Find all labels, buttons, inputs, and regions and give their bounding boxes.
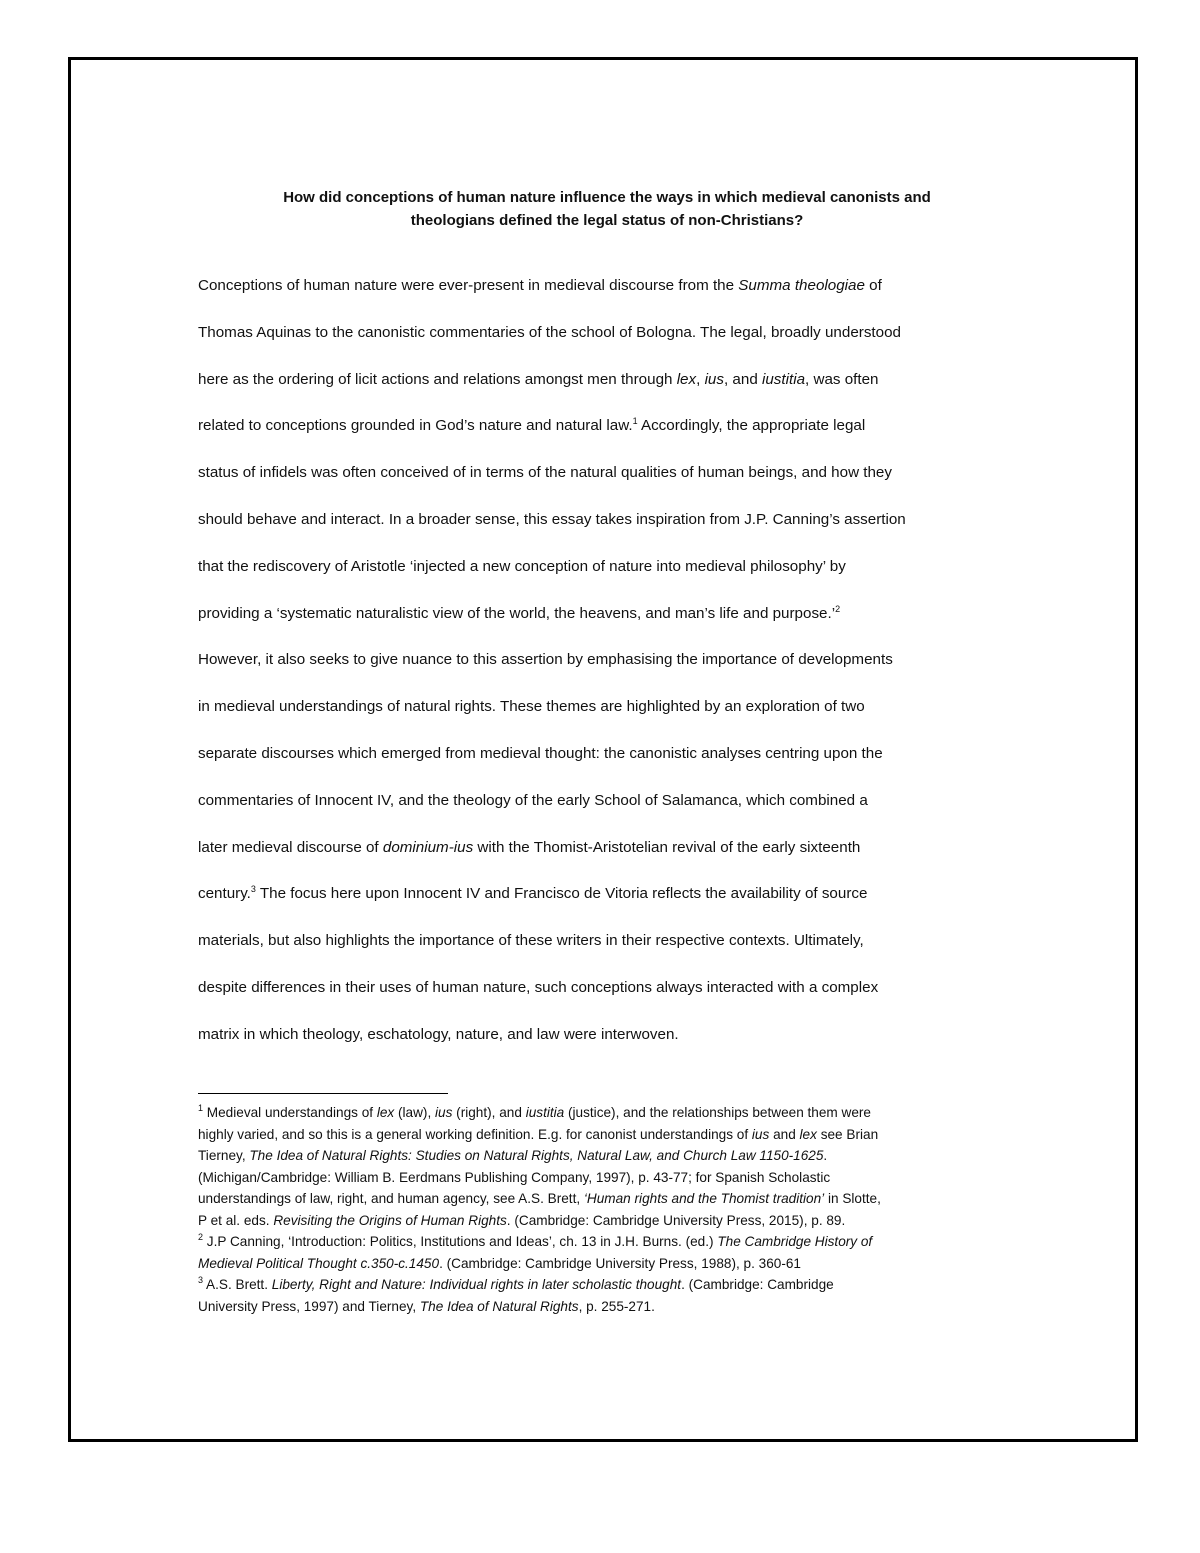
text-run: despite differences in their uses of human nature, such conceptions always interacted with a complex — [198, 978, 879, 996]
text-run: understandings of law, right, and human agency, see A.S. Brett, — [198, 1191, 584, 1206]
text-run: (right), and — [452, 1105, 526, 1120]
essay-title — [200, 186, 1014, 232]
italic-text: lex — [799, 1126, 817, 1142]
footnote-line — [198, 1102, 1028, 1124]
text-run: Medieval understandings of — [203, 1105, 377, 1120]
text-run: (justice), and the relationships between them were — [564, 1105, 871, 1120]
italic-text: iustitia — [525, 1105, 565, 1120]
text-run: status of infidels was often conceived of in terms of the natural qualities of human beings, and how they — [198, 464, 892, 482]
text-run: , and — [723, 370, 762, 388]
essay-title-line: How did conceptions of human nature influence the ways in which medieval canonists and — [283, 189, 931, 206]
text-run: highly varied, and so this is a general working definition. E.g. for canonist understandings of — [198, 1126, 752, 1142]
text-run: The focus here upon Innocent IV and Francisco de Vitoria reflects the availability of source — [255, 885, 868, 903]
body-line — [198, 871, 1016, 918]
body-line — [198, 684, 1016, 731]
footnote-marker: 2 — [198, 1232, 204, 1242]
body-line — [198, 637, 1016, 684]
text-run: , was often — [805, 370, 879, 388]
body-line — [198, 918, 1016, 965]
footnotes — [198, 1102, 1028, 1317]
italic-text: lex — [376, 1105, 395, 1120]
text-run: later medieval discourse of — [198, 838, 383, 856]
essay-body — [198, 263, 1016, 1059]
italic-text: The Idea of Natural Rights: Studies on Natural Rights, Natural Law, and Church Law 1150-1625 — [249, 1148, 824, 1163]
italic-text: dominium-ius — [382, 838, 474, 856]
italic-text: The Idea of Natural Rights — [419, 1298, 579, 1314]
text-run: , — [696, 370, 705, 388]
text-run: in Slotte, — [824, 1191, 881, 1206]
text-run: providing a ‘systematic naturalistic view of the world, the heavens, and man’s life and purpose.’ — [198, 604, 836, 622]
text-run: century. — [198, 885, 251, 903]
text-run: . (Cambridge: Cambridge — [681, 1277, 834, 1292]
text-run: and — [769, 1126, 800, 1142]
italic-text: The Cambridge History of — [717, 1234, 873, 1249]
text-run: (Michigan/Cambridge: William B. Eerdmans Publishing Company, 1997), p. 43-77; for Spanish Scholastic — [198, 1169, 831, 1185]
footnote-line — [198, 1296, 1028, 1318]
italic-text: ius — [435, 1105, 453, 1120]
text-run: , p. 255-271. — [578, 1298, 655, 1314]
footnote-marker: 2 — [835, 603, 841, 614]
text-run: materials, but also highlights the importance of these writers in their respective contexts. Ultimately, — [198, 932, 864, 950]
body-line — [198, 403, 1016, 450]
text-run: Conceptions of human nature were ever-present in medieval discourse from the — [198, 277, 739, 294]
footnote-line — [198, 1167, 1028, 1189]
text-run: A.S. Brett. — [203, 1277, 272, 1292]
text-run: Accordingly, the appropriate legal — [637, 417, 866, 435]
italic-text: iustitia — [761, 370, 806, 388]
footnote-marker: 1 — [632, 416, 638, 427]
essay-title-line: theologians defined the legal status of non-Christians? — [410, 212, 804, 229]
text-run: . (Cambridge: Cambridge University Press, 1988), p. 360-61 — [439, 1255, 801, 1271]
italic-text: Medieval Political Thought c.350-c.1450 — [198, 1255, 440, 1271]
text-run: Tierney, — [198, 1148, 250, 1163]
text-run: of — [864, 277, 882, 294]
body-line — [198, 1012, 1016, 1059]
footnote-line — [198, 1145, 1028, 1167]
text-run: Thomas Aquinas to the canonistic commentaries of the school of Bologna. The legal, broadly understood — [198, 323, 901, 341]
body-line — [198, 778, 1016, 825]
body-line — [198, 497, 1016, 544]
body-line — [198, 591, 1016, 638]
text-run: University Press, 1997) and Tierney, — [198, 1298, 420, 1314]
body-line — [198, 825, 1016, 872]
text-run: that the rediscovery of Aristotle ‘injected a new conception of nature into medieval philosophy’ by — [198, 557, 846, 575]
text-run: with the Thomist-Aristotelian revival of the early sixteenth — [473, 838, 861, 856]
text-run: in medieval understandings of natural rights. These themes are highlighted by an exploration of two — [198, 698, 865, 716]
body-line — [198, 544, 1016, 591]
italic-text: Summa theologiae — [738, 277, 865, 294]
text-run: commentaries of Innocent IV, and the theology of the early School of Salamanca, which combined a — [198, 791, 868, 809]
text-run: J.P Canning, ‘Introduction: Politics, Institutions and Ideas’, ch. 13 in J.H. Burns. (ed.) — [203, 1234, 718, 1249]
footnote-separator — [198, 1093, 448, 1094]
italic-text: ius — [704, 370, 724, 388]
text-run: see Brian — [816, 1126, 879, 1142]
footnote-line — [198, 1210, 1028, 1232]
body-line — [198, 965, 1016, 1012]
body-line — [198, 731, 1016, 778]
text-run: . — [823, 1148, 828, 1163]
footnote-marker: 3 — [250, 884, 256, 895]
italic-text: Revisiting the Origins of Human Rights — [273, 1212, 507, 1228]
text-run: P et al. eds. — [198, 1212, 274, 1228]
footnote-marker: 1 — [198, 1103, 204, 1113]
footnote-line — [198, 1124, 1028, 1146]
footnote-line — [198, 1231, 1028, 1253]
footnote-line — [198, 1274, 1028, 1296]
text-run: related to conceptions grounded in God’s nature and natural law. — [198, 417, 633, 435]
text-run: separate discourses which emerged from medieval thought: the canonistic analyses centring upon the — [198, 744, 883, 762]
text-run: here as the ordering of licit actions and relations amongst men through — [198, 370, 677, 388]
footnote-line — [198, 1188, 1028, 1210]
text-run: (law), — [394, 1105, 435, 1120]
body-line — [198, 450, 1016, 497]
italic-text: lex — [676, 370, 697, 388]
text-run: . (Cambridge: Cambridge University Press, 2015), p. 89. — [506, 1212, 846, 1228]
text-run: should behave and interact. In a broader sense, this essay takes inspiration from J.P. Canning’s assertion — [198, 510, 906, 528]
body-line — [198, 263, 1016, 310]
italic-text: Liberty, Right and Nature: Individual rights in later scholastic thought — [271, 1277, 682, 1292]
text-run: However, it also seeks to give nuance to this assertion by emphasising the importance of developments — [198, 651, 893, 669]
footnote-line — [198, 1253, 1028, 1275]
body-line — [198, 310, 1016, 357]
text-run: matrix in which theology, eschatology, nature, and law were interwoven. — [198, 1025, 679, 1043]
italic-text: ius — [751, 1126, 770, 1142]
footnote-marker: 3 — [198, 1275, 204, 1285]
body-line — [198, 357, 1016, 404]
italic-text: ‘Human rights and the Thomist tradition’ — [583, 1191, 825, 1206]
